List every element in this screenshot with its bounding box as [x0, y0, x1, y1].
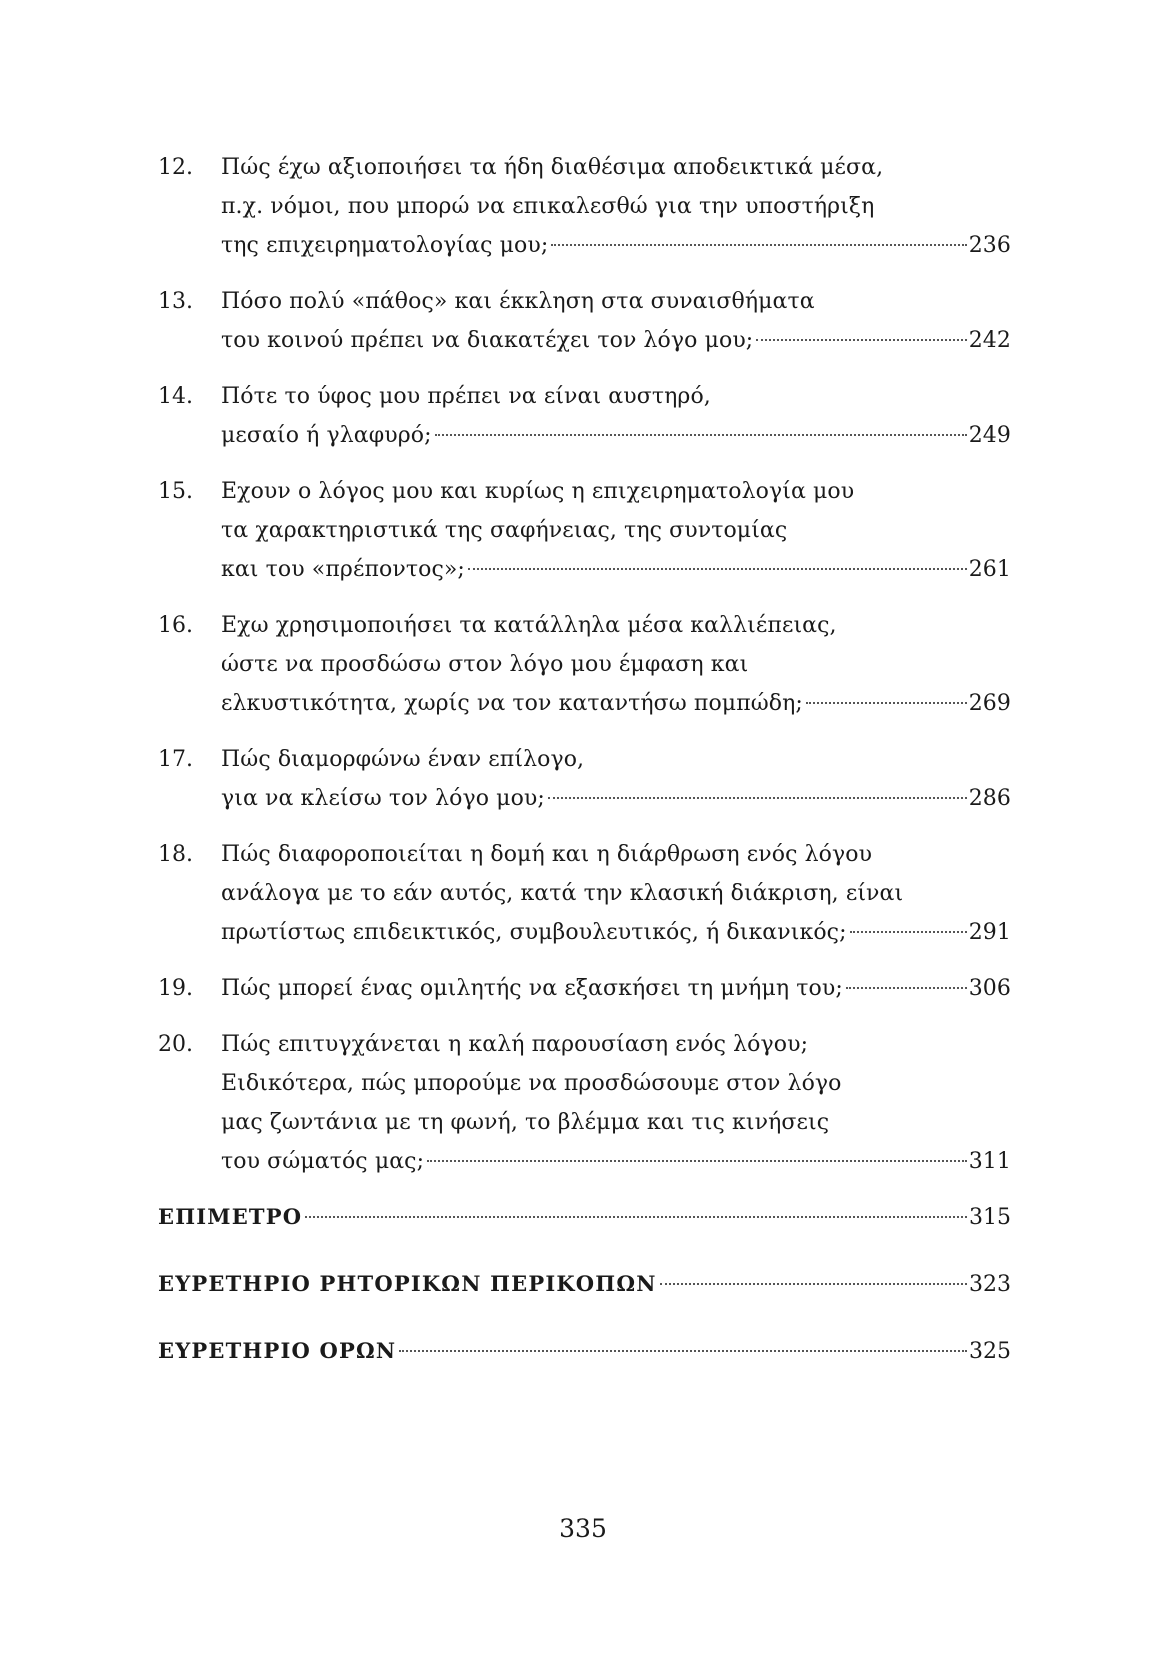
toc-entry [158, 969, 1011, 1008]
toc-entry [158, 148, 1011, 265]
dot-leader [468, 568, 967, 570]
entry-last-line [221, 779, 1011, 818]
entry-last-line [221, 913, 1011, 952]
dot-leader [548, 797, 967, 799]
toc-entry [158, 606, 1011, 723]
dot-leader [806, 702, 967, 704]
dot-leader [305, 1216, 967, 1218]
entry-line: Πώς διαφοροποιείται η δομή και η διάρθρωση ενός λόγου [221, 842, 873, 867]
page-number: 335 [559, 1514, 607, 1543]
dot-leader [551, 244, 966, 246]
entry-line: Ειδικότερα, πώς μπορούμε να προσδώσουμε στον λόγο [221, 1071, 842, 1096]
dot-leader [427, 1160, 967, 1162]
entry-line: ανάλογα με το εάν αυτός, κατά την κλασική διάκριση, είναι [221, 881, 904, 906]
entry-page-number: 291 [968, 920, 1011, 945]
entry-line: και του «πρέποντος»; [221, 557, 465, 582]
dot-leader [850, 931, 967, 933]
section-title: ΕΥΡΕΤΗΡΙΟ ΟΡΩΝ [158, 1338, 397, 1363]
entry-text [221, 740, 1011, 818]
entry-page-number: 261 [968, 557, 1011, 582]
entry-number: 20. [158, 1032, 193, 1057]
entry-line: Εχουν ο λόγος μου και κυρίως η επιχειρηματολογία μου [221, 479, 855, 504]
section-title: ΕΠΙΜΕΤΡΟ [158, 1204, 303, 1229]
entry-line: Πώς μπορεί ένας ομιλητής να εξασκήσει τη μνήμη του; [221, 976, 843, 1001]
entry-text [221, 472, 1011, 589]
entry-page-number: 242 [968, 328, 1011, 353]
entry-last-line [221, 321, 1011, 360]
entry-text [221, 1025, 1011, 1181]
entry-line: για να κλείσω τον λόγο μου; [221, 786, 545, 811]
dot-leader [399, 1350, 967, 1352]
entry-number: 16. [158, 613, 193, 638]
entry-line: ώστε να προσδώσω στον λόγο μου έμφαση και [221, 652, 749, 677]
dot-leader [435, 434, 967, 436]
toc-entry [158, 740, 1011, 818]
entry-page-number: 306 [968, 976, 1011, 1001]
entry-number: 19. [158, 976, 193, 1001]
section-entry [158, 1271, 1011, 1315]
entry-text [221, 282, 1011, 360]
toc-entry [158, 472, 1011, 589]
entry-last-line [221, 1142, 1011, 1181]
entry-number: 12. [158, 155, 193, 180]
entry-line: του σώματός μας; [221, 1149, 425, 1174]
toc-entry [158, 282, 1011, 360]
entry-text [221, 606, 1011, 723]
entry-line: π.χ. νόμοι, που μπορώ να επικαλεσθώ για την υποστήριξη [221, 194, 875, 219]
dot-leader [660, 1283, 967, 1285]
entry-line: Πότε το ύφος μου πρέπει να είναι αυστηρό, [221, 384, 711, 409]
entry-last-line [221, 416, 1011, 455]
entry-line: τα χαρακτηριστικά της σαφήνειας, της συντομίας [221, 518, 788, 543]
section-page-number: 323 [969, 1272, 1011, 1297]
toc-entry [158, 1025, 1011, 1181]
entry-line: πρωτίστως επιδεικτικός, συμβουλευτικός, ή δικανικός; [221, 920, 847, 945]
entry-page-number: 311 [968, 1149, 1011, 1174]
section-page-number: 325 [969, 1339, 1011, 1364]
entry-number: 18. [158, 842, 193, 867]
section-entry [158, 1204, 1011, 1248]
entry-line: ελκυστικότητα, χωρίς να τον καταντήσω πομπώδη; [221, 691, 803, 716]
entry-number: 15. [158, 479, 193, 504]
entry-line: μας ζωντάνια με τη φωνή, το βλέμμα και τις κινήσεις [221, 1110, 830, 1135]
entry-text [221, 969, 1011, 1008]
entry-line: Πώς έχω αξιοποιήσει τα ήδη διαθέσιμα αποδεικτικά μέσα, [221, 155, 884, 180]
entry-last-line [221, 550, 1011, 589]
section-entry [158, 1338, 1011, 1382]
table-of-contents [158, 148, 1011, 1382]
entry-page-number: 286 [968, 786, 1011, 811]
entry-page-number: 236 [968, 233, 1011, 258]
entry-number: 14. [158, 384, 193, 409]
entry-line: Εχω χρησιμοποιήσει τα κατάλληλα μέσα καλλιέπειας, [221, 613, 837, 638]
section-title: ΕΥΡΕΤΗΡΙΟ ΡΗΤΟΡΙΚΩΝ ΠΕΡΙΚΟΠΩΝ [158, 1271, 657, 1296]
entry-line: Πώς διαμορφώνω έναν επίλογο, [221, 747, 585, 772]
dot-leader [846, 987, 967, 989]
toc-entry [158, 377, 1011, 455]
entry-page-number: 249 [968, 423, 1011, 448]
entry-last-line [221, 969, 1011, 1008]
entry-last-line [221, 684, 1011, 723]
entry-line: Πόσο πολύ «πάθος» και έκκληση στα συναισθήματα [221, 289, 815, 314]
entry-text [221, 148, 1011, 265]
entry-line: του κοινού πρέπει να διακατέχει τον λόγο μου; [221, 328, 754, 353]
entry-text [221, 835, 1011, 952]
entry-number: 13. [158, 289, 193, 314]
entry-line: της επιχειρηματολογίας μου; [221, 233, 549, 258]
entry-line: μεσαίο ή γλαφυρό; [221, 423, 432, 448]
entry-line: Πώς επιτυγχάνεται η καλή παρουσίαση ενός λόγου; [221, 1032, 809, 1057]
entry-number: 17. [158, 747, 193, 772]
toc-entry [158, 835, 1011, 952]
entry-page-number: 269 [968, 691, 1011, 716]
section-page-number: 315 [969, 1205, 1011, 1230]
entry-text [221, 377, 1011, 455]
dot-leader [756, 339, 966, 341]
entry-last-line [221, 226, 1011, 265]
